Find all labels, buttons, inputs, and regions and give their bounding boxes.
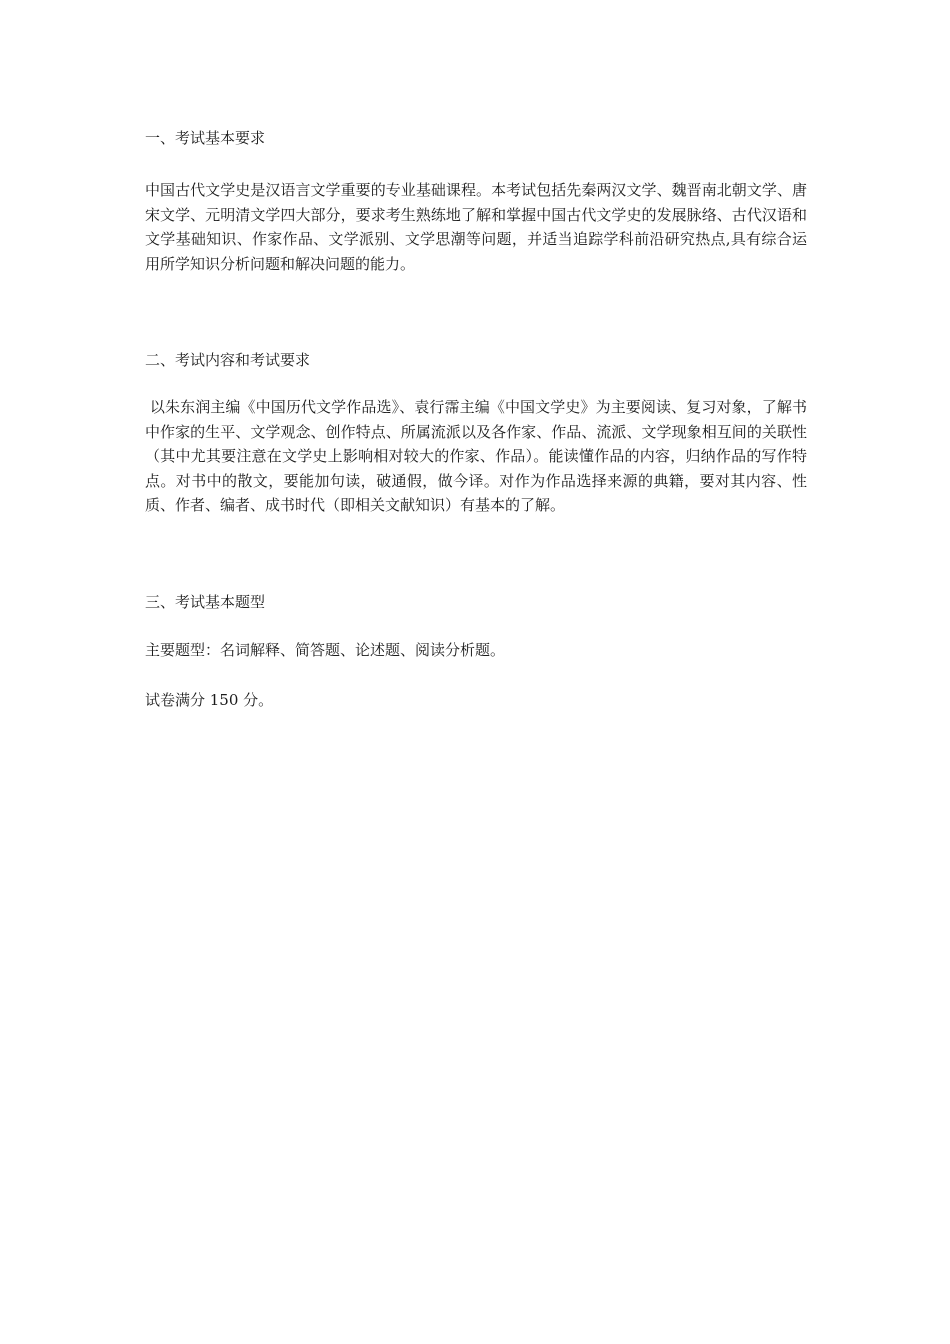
question-types-text: 主要题型：名词解释、简答题、论述题、阅读分析题。 (145, 640, 506, 659)
section-2-body: 以朱东润主编《中国历代文学作品选》、袁行霈主编《中国文学史》为主要阅读、复习对象，了解书中作家的生平、文学观念、创作特点、所属流派以及各作家、作品、流派、文学现象相互间的关联性（其中尤其要注意在文学史上影响相对较大的作家、作品）。能读懂作品的内容，归纳作品的写作特点。对书中的散文，要能加句读，破通假，做今译。对作为作品选择来源的典籍，要对其内容、性质、作者、编者、成书时代（即相关文献知识）有基本的了解。 (145, 398, 807, 514)
full-score-text: 试卷满分 150 分。 (145, 691, 274, 709)
section-1-heading: 一、考试基本要求 (145, 129, 266, 147)
section-2-heading: 二、考试内容和考试要求 (145, 351, 311, 369)
section-3-heading: 三、考试基本题型 (145, 592, 266, 611)
document-content (145, 126, 807, 713)
section-1-body: 中国古代文学史是汉语言文学重要的专业基础课程。本考试包括先秦两汉文学、魏晋南北朝文学、唐宋文学、元明清文学四大部分，要求考生熟练地了解和掌握中国古代文学史的发展脉络、古代汉语和文学基础知识、作家作品、文学派别、文学思潮等问题，并适当追踪学科前沿研究热点,具有综合运用所学知识分析问题和解决问题的能力。 (145, 181, 807, 273)
